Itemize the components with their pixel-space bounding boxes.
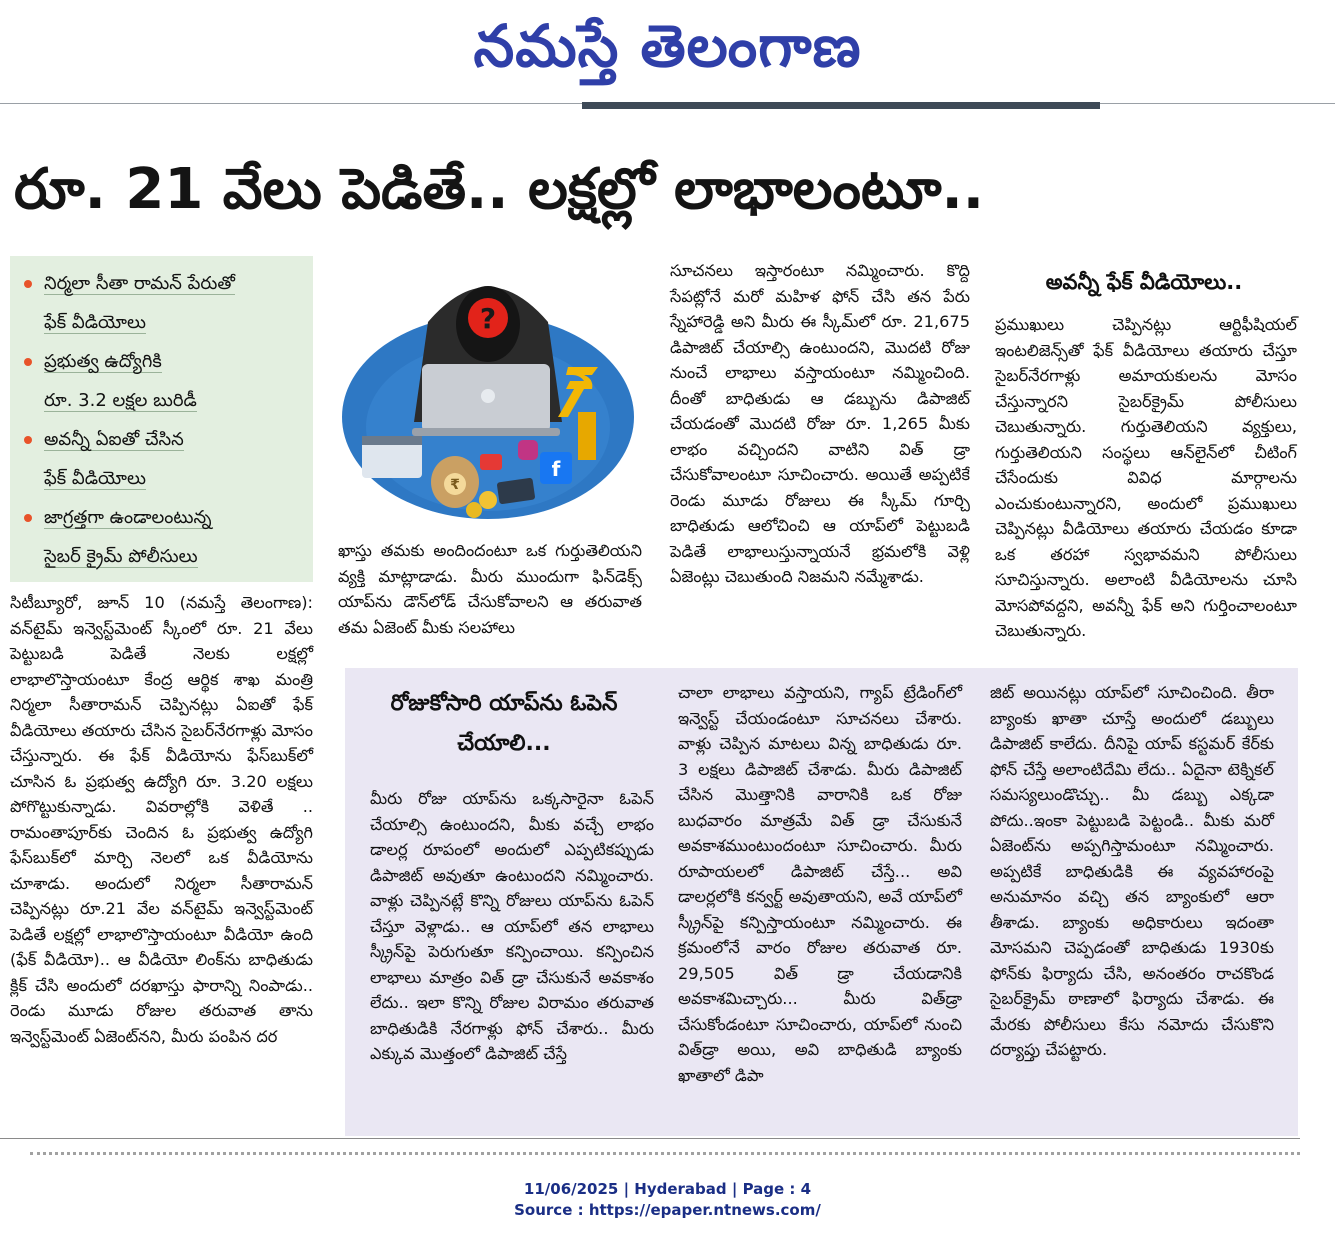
bullet-icon — [24, 436, 32, 444]
bottom-divider — [0, 1138, 1300, 1139]
svg-text:f: f — [551, 457, 561, 481]
article-column-3: సూచనలు ఇస్తారంటూ నమ్మించారు. కొద్ది సేపట్లోనే మరో మహిళ ఫోన్ చేసి తన పేరు స్నేహారెడ్డి అని మీరు ఈ స్కీమ్‌లో రూ. 21,675 డిపాజిట్ చేయాల్సి ఉంటుందని, మొదటి రోజు నుంచే లాభాలు వస్తాయంటూ నమ్మించింది. దీంతో బాధితుడు ఆ డబ్బును డిపాజిట్ చేయడంతో మొదటి రోజు రూ. 1,265 మీకు లాభం వచ్చిందని వాటిని విత్ డ్రా చేసుకోవాలంటూ సూచించారు. అయితే అప్పటికే రెండు మూడు రోజులు ఈ స్కీమ్ గూర్చి బాధితుడు ఆలోచించి ఆ యాప్‌లో పెట్టుబడి పెడితే లాభాలుస్తున్నాయనే భ్రమలోకి వెళ్లి ఏజెంట్లు చెబుతుంది నిజమని నమ్మేశాడు. — [670, 261, 970, 586]
footer-source-line: Source : https://epaper.ntnews.com/ — [514, 1201, 821, 1219]
highlight-item: ప్రభుత్వ ఉద్యోగికి రూ. 3.2 లక్షల బురిడీ — [10, 342, 313, 420]
lower-column-1: మీరు రోజు యాప్‌ను ఒక్కసారైనా ఓపెన్ చేయాల్సి ఉంటుందని, మీకు వచ్చే లాభం డాలర్ల రూపంలో అందులో ఎప్పటికప్పుడు డిపాజిట్ అవుతూ ఉంటుందని నమ్మించారు. వాళ్లు చెప్పినట్లే కొన్ని రోజులు యాప్‌ను ఓపెన్ చేస్తూ వెళ్లాడు.. ఆ యాప్‌లో తన లాభాలు స్క్రీన్‌పై పెరుగుతూ కన్పించాయి. కన్పించిన లాభాలు మాత్రం విత్ డ్రా చేసుకునే అవకాశం లేదు.. ఇలా కొన్ని రోజుల విరామం తరువాత బాధితుడికి నేరగాళ్లు ఫోన్ చేశారు.. మీరు ఎక్కువ మొత్తంలో డిపాజిట్ చేస్తే — [370, 789, 654, 1063]
highlights-box — [10, 256, 313, 582]
section-heading-fake-videos: అవన్నీ ఫేక్ వీడియోలు.. — [1045, 270, 1243, 294]
article-column-2: ఖాస్తు తమకు అందిందంటూ ఒక గుర్తుతెలియని వ్యక్తి మాట్లాడాడు. మీరు ముందుగా ఫిన్‌డెక్స్ యాప్‌ను డౌన్‌లోడ్ చేసుకోవాలని ఆ తరువాత తమ ఏజెంట్ మీకు సలహాలు — [338, 541, 642, 637]
newspaper-logo: నమస్తే తెలంగాణ — [473, 12, 862, 80]
bullet-icon — [24, 514, 32, 522]
highlight-item: నిర్మలా సీతా రామన్ పేరుతో ఫేక్ వీడియోలు — [10, 264, 313, 342]
lower-column-3: జిట్ అయినట్లు యాప్‌లో సూచించింది. తీరా బ్యాంకు ఖాతా చూస్తే అందులో డబ్బులు డిపాజిట్ కాలేదు. దీనిపై యాప్ కస్టమర్ కేర్‌కు ఫోన్ చేస్తే అలాంటిదేమి లేదు.. ఏదైనా టెక్నికల్ సమస్యలుండొచ్చు.. మీ డబ్బు ఎక్కడా పోదు..ఇంకా పెట్టుబడి పెట్టండి.. మీకు మరో ఏజెంట్‌ను అప్పగిస్తామంటూ నమ్మించారు. అప్పటికే బాధితుడికి ఈ వ్యవహారంపై అనుమానం వచ్చి తన బ్యాంకులో ఆరా తీశాడు. బ్యాంకు అధికారులు ఇదంతా మోసమని చెప్పడంతో బాధితుడు 1930కు ఫోన్‌కు ఫిర్యాదు చేసి, అనంతరం రాచకొండ సైబర్‌క్రైమ్ ఠాణాలో ఫిర్యాదు చేశాడు. ఈ మేరకు పోలీసులు కేసు నమోదు చేసుకొని దర్యాప్తు చేపట్టారు. — [990, 683, 1274, 1059]
article-column-4: ప్రముఖులు చెప్పినట్లు ఆర్టిఫీషియల్ ఇంటలిజెన్స్‌తో ఫేక్ వీడియోలు తయారు చేస్తూ సైబర్‌నేరగాళ్లు అమాయకులను మోసం చేస్తున్నారని సైబర్‌క్రైమ్ పోలీసులు చెబుతున్నారు. గుర్తుతెలియని వ్యక్తులు, గుర్తుతెలియని సంస్థలు ఆన్‌లైన్‌లో చీటింగ్ చేసేందుకు వివిధ మార్గాలను ఎంచుకుంటున్నారని, అందులో ప్రముఖులు చెప్పినట్లు వీడియోలు తయారు చేయడం కూడా ఒక తరహా స్వభావమని పోలీసులు సూచిస్తున్నారు. అలాంటి వీడియోలను చూసి మోసపోవద్దని, అవన్నీ ఫేక్ అని గుర్తించాలంటూ చెబుతున్నారు. — [995, 315, 1297, 640]
highlight-item: జాగ్రత్తగా ఉండాలంటున్న సైబర్ క్రైమ్ పోలీసులు — [10, 498, 313, 576]
cropped-next-article-strip — [30, 1152, 1300, 1163]
masthead-accent-bar — [582, 102, 1100, 109]
masthead — [0, 0, 1335, 90]
footer-date-line: 11/06/2025 | Hyderabad | Page : 4 — [523, 1180, 812, 1198]
svg-text:?: ? — [479, 302, 497, 335]
video-icon — [480, 454, 502, 470]
article-headline: రూ. 21 వేలు పెడితే.. లక్షల్లో లాభాలంటూ.. — [14, 157, 985, 222]
bullet-icon — [24, 280, 32, 288]
section-heading-open-app: రోజుకోసారి యాప్‌ను ఓపెన్ చేయాలి... — [390, 691, 618, 756]
bullet-icon — [24, 358, 32, 366]
hacker-illustration — [340, 252, 640, 527]
svg-text:₹: ₹ — [450, 477, 460, 493]
highlight-item: అవన్నీ ఏఐతో చేసిన ఫేక్ వీడియోలు — [10, 420, 313, 498]
article-column-1: సిటీబ్యూరో, జూన్ 10 (నమస్తే తెలంగాణ): వన్‌టైమ్ ఇన్వెస్ట్‌మెంట్ స్కీంలో రూ. 21 వేలు పెట్టుబడి పెడితే నెలకు లక్షల్లో లాభాలొస్తాయంటూ కేంద్ర ఆర్థిక శాఖ మంత్రి నిర్మలా సీతారామన్ చెప్పినట్లు ఏఐతో ఫేక్ వీడియోలు తయారు చేసిన సైబర్‌నేరగాళ్లు మోసం చేస్తున్నారు. ఈ ఫేక్ వీడియోను ఫేస్‌బుక్‌లో చూసిన ఓ ప్రభుత్వ ఉద్యోగి రూ. 3.20 లక్షలు పోగొట్టుకున్నాడు. వివరాల్లోకి వెళితే .. రామంతాపూర్‌కు చెందిన ఓ ప్రభుత్వ ఉద్యోగి ఫేస్‌బుక్‌లో మార్చి నెలలో ఒక వీడియోను చూశాడు. అందులో నిర్మలా సీతారామన్ చెప్పినట్లు రూ.21 వేల వన్‌టైమ్ ఇన్వెస్ట్‌మెంట్ పెడితే లక్షల్లో లాభాలొస్తాయంటూ వీడియో ఉంది (ఫేక్ వీడియో).. ఆ వీడియో లింక్‌ను బాధితుడు క్లిక్ చేసి అందులో దరఖాస్తు ఫారాన్ని నింపాడు.. రెండు మూడు రోజుల తరువాత తాను ఇన్వెస్ట్‌మెంట్ ఏజెంట్‌నని, మీరు పంపిన దర — [10, 593, 313, 1046]
instagram-icon — [518, 440, 538, 460]
lower-column-2: చాలా లాభాలు వస్తాయని, గ్యాప్ ట్రేడింగ్‌లో ఇన్వెస్ట్ చేయండంటూ సూచనలు చేశారు. వాళ్లు చెప్పిన మాటలు విన్న బాధితుడు రూ. 3 లక్షలు డిపాజిట్ చేశాడు. మీరు డిపాజిట్ చేసిన మొత్తానికి వారానికి ఒక రోజు బుధవారం మాత్రమే విత్ డ్రా చేసుకునే అవకాశముంటుందంటూ సూచించారు. మీరు రూపాయలలో డిపాజిట్ చేస్తే... అవి డాలర్లలోకి కన్వర్ట్ అవుతాయని, అవే యాప్‌లో స్క్రీన్‌పై కన్పిస్తాయంటూ నమ్మించారు. ఈ క్రమంలోనే వారం రోజుల తరువాత రూ. 29,505 విత్ డ్రా చేయడానికి అవకాశమిచ్చారు... మీరు విత్‌డ్రా చేసుకోండంటూ సూచించారు, యాప్‌లో నుంచి విత్‌డ్రా అయి, అవి బాధితుడి బ్యాంకు ఖాతాలో డిపా — [678, 683, 962, 1085]
